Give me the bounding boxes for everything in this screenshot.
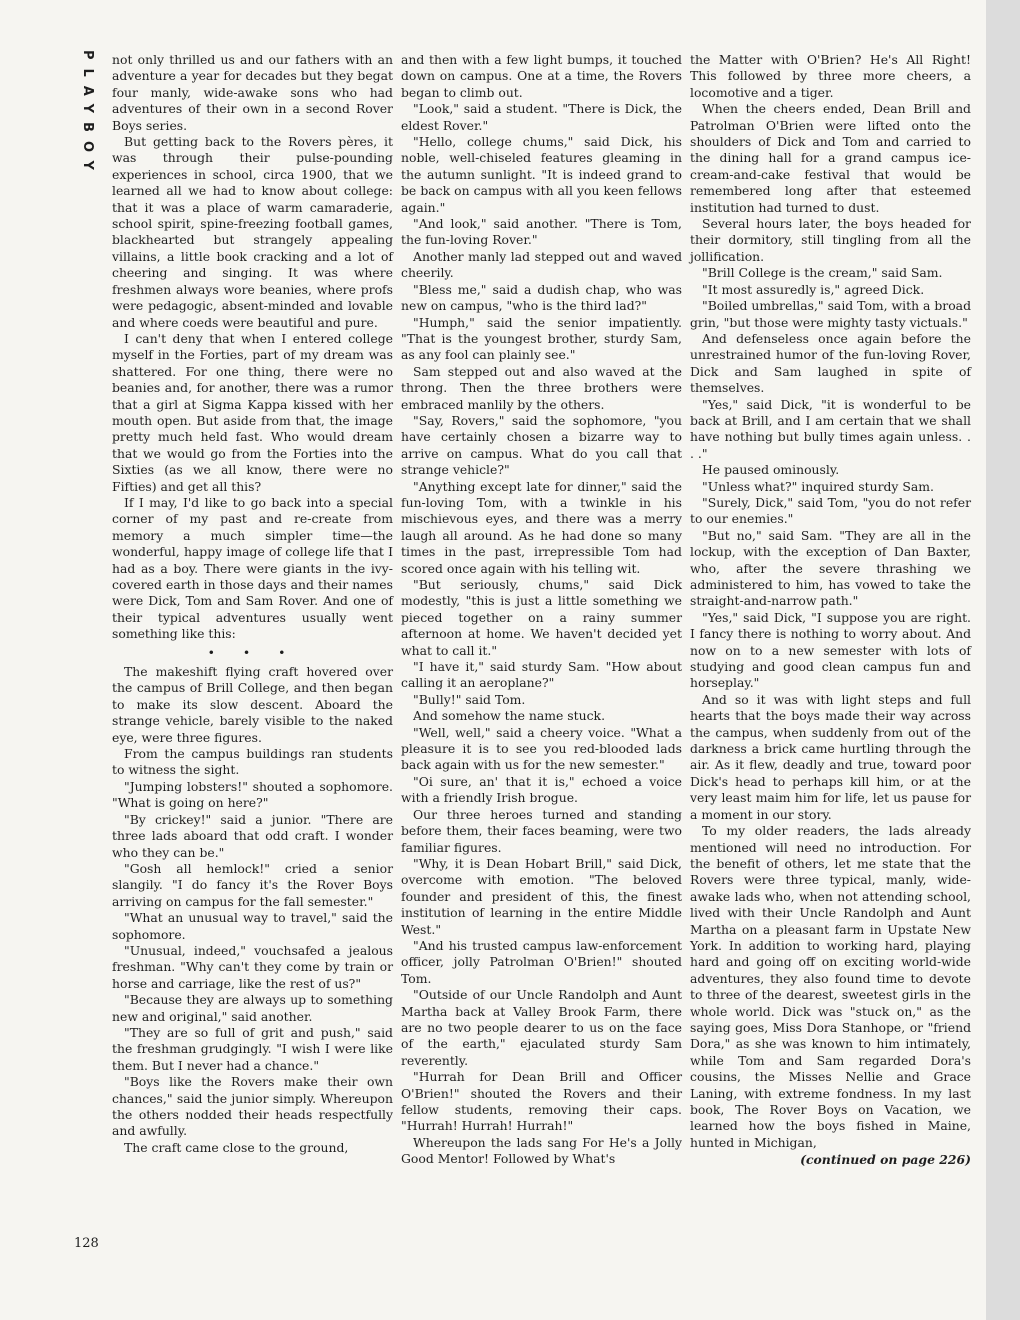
article-paragraph: "They are so full of grit and push," said the freshman grudgingly. "I wish I were like them. But I never had a chance." [112,1024,393,1073]
article-paragraph: "Bless me," said a dudish chap, who was new on campus, "who is the third lad?" [401,281,682,314]
magazine-masthead: PLAYBOY [80,50,95,179]
article-paragraph: the Matter with O'Brien? He's All Right! This followed by three more cheers, a locomotive and a tiger. [690,52,971,100]
article-paragraph: The makeshift flying craft hovered over the campus of Brill College, and then began to make its slow descent. Aboard the strange vehicle, barely visible to the naked eye, were three figures. [112,664,393,745]
text-column-2 [401,52,682,1168]
article-paragraph: "What an unusual way to travel," said the sophomore. [112,910,393,942]
article-paragraph: "And his trusted campus law-enforcement officer, jolly Patrolman O'Brien!" shouted Tom. [401,937,682,986]
article-paragraph: "By crickey!" said a junior. "There are three lads aboard that odd craft. I wonder who they can be." [112,811,393,860]
text-column-1 [112,52,393,1156]
article-paragraph: not only thrilled us and our fathers with an adventure a year for decades but they begat four manly, wide-awake sons who had adventures of their own in a second Rover Boys series. [112,52,393,133]
article-paragraph: "Well, well," said a cheery voice. "What a pleasure it is to see you red-blooded lads back again with us for the new semester." [401,724,682,773]
article-paragraph: Several hours later, the boys headed for their dormitory, still tingling from all the jollification. [690,216,971,264]
article-paragraph: "Why, it is Dean Hobart Brill," said Dick, overcome with emotion. "The beloved founder and president of this, the finest institution of learning in the entire Middle West." [401,855,682,937]
article-paragraph: "Yes," said Dick, "it is wonderful to be back at Brill, and I am certain that we shall have nothing but bully times again unless. . . ." [690,396,971,461]
article-paragraph: and then with a few light bumps, it touched down on campus. One at a time, the Rovers began to climb out. [401,52,682,100]
continuation-note: (continued on page 226) [800,1152,971,1168]
article-paragraph: "Unusual, indeed," vouchsafed a jealous freshman. "Why can't they come by train or horse and carriage, like the rest of us?" [112,942,393,991]
article-paragraph: "Outside of our Uncle Randolph and Aunt Martha back at Valley Brook Farm, there are no two people dearer to us on the face of the earth," ejaculated sturdy Sam reverently. [401,987,682,1068]
article-paragraph: And so it was with light steps and full hearts that the boys made their way across the campus, when suddenly from out of the darkness a brick came hurtling through the air. As it flew, deadly and true, toward poor Dick's head to perhaps kill him, or at the very least maim him for life, let us pause for a moment in our story. [690,691,971,822]
article-paragraph: "Boys like the Rovers make their own chances," said the junior simply. Whereupon the others nodded their heads respectfully and awfully. [112,1074,393,1139]
article-paragraph: "Look," said a student. "There is Dick, the eldest Rover." [401,101,682,133]
article-paragraph: Sam stepped out and also waved at the throng. Then the three brothers were embraced manlily by the others. [401,363,682,412]
article-paragraph: And somehow the name stuck. [413,708,606,724]
article-paragraph: "Bully!" said Tom. [413,691,526,707]
article-paragraph: I can't deny that when I entered college myself in the Forties, part of my dream was shattered. For one thing, there were no beanies and, for another, there was a rumor that a girl at Sigma Kappa kissed with her mouth open. But aside from that, the image pretty much held fast. Who would dream that we would go from the Forties into the Sixties (as we all know, there were no Fifties) and get all this? [112,330,393,494]
article-paragraph: From the campus buildings ran students to witness the sight. [112,746,393,778]
section-break: • • • [207,644,298,660]
article-paragraph: "Gosh all hemlock!" cried a senior slangily. "I do fancy it's the Rover Boys arriving on campus for the fall semester." [112,860,393,909]
article-paragraph: "Say, Rovers," said the sophomore, "you have certainly chosen a bizarre way to arrive on campus. What do you call that strange vehicle?" [401,412,682,478]
article-paragraph: "Brill College is the cream," said Sam. [702,265,943,281]
article-paragraph: Whereupon the lads sang For He's a Jolly Good Mentor! Followed by What's [401,1134,682,1167]
article-paragraph: And defenseless once again before the unrestrained humor of the fun-loving Rover, Dick and Sam laughed in spite of themselves. [690,330,971,396]
text-column-3 [690,52,971,1169]
article-paragraph: Our three heroes turned and standing before them, their faces beaming, were two familiar figures. [401,806,682,855]
scan-margin [986,0,1020,1320]
article-paragraph: "But no," said Sam. "They are all in the lockup, with the exception of Dan Baxter, who, after the severe thrashing we administered to him, has vowed to take the straight-and-narrow path." [690,527,971,609]
article-paragraph: "It most assuredly is," agreed Dick. [702,281,925,297]
article-paragraph: When the cheers ended, Dean Brill and Patrolman O'Brien were lifted onto the shoulders of Dick and Tom and carried to the dining hall for a grand campus ice-cream-and-cake festival that would be remembered long after that esteemed institution had turned to dust. [690,101,971,215]
article-paragraph: "Boiled umbrellas," said Tom, with a broad grin, "but those were mighty tasty victuals." [690,298,971,330]
article-paragraph: "Because they are always up to something new and original," said another. [112,992,393,1024]
article-paragraph: "Hello, college chums," said Dick, his noble, well-chiseled features gleaming in the autumn sunlight. "It is indeed grand to be back on campus with all you keen fellows again." [401,134,682,215]
article-paragraph: "Unless what?" inquired sturdy Sam. [702,478,934,494]
article-paragraph: "Surely, Dick," said Tom, "you do not refer to our enemies." [690,494,971,527]
article-paragraph: "Anything except late for dinner," said the fun-loving Tom, with a twinkle in his mischievous eyes, and there was a merry laugh all around. As he had done so many times in the past, irrepressible Tom had scored once again with his telling wit. [401,478,682,576]
article-paragraph: "I have it," said sturdy Sam. "How about calling it an aeroplane?" [401,659,682,691]
article-paragraph: "Humph," said the senior impatiently. "That is the youngest brother, sturdy Sam, as any fool can plainly see." [401,314,682,363]
article-paragraph: "And look," said another. "There is Tom, the fun-loving Rover." [401,216,682,248]
article-paragraph: "Jumping lobsters!" shouted a sophomore. "What is going on here?" [112,778,393,811]
article-paragraph: Another manly lad stepped out and waved cheerily. [401,248,682,281]
article-paragraph: He paused ominously. [702,462,840,478]
article-paragraph: To my older readers, the lads already mentioned will need no introduction. For the benefit of others, let me state that the Rovers were three typical, manly, wide-awake lads who, when not attending school, lived with their Uncle Randolph and Aunt Martha on a pleasant farm in Upstate New York. In addition to working hard, playing hard and going off on exciting world-wide adventures, they also found time to devote to three of the dearest, sweetest girls in the whole world. Dick was "stuck on," as the saying goes, Miss Dora Stanhope, or "friend Dora," as she was known to him intimately, while Tom and Sam regarded Dora's cousins, the Misses Nellie and Grace Laning, with extreme fondness. In my last book, The Rover Boys on Vacation, we learned how the boys fished in Maine, hunted in Michigan, [690,823,971,1150]
article-paragraph: "Yes," said Dick, "I suppose you are right. I fancy there is nothing to worry about. And now on to a new semester with lots of studying and good clean campus fun and horseplay." [690,609,971,691]
article-paragraph: The craft came close to the ground, [124,1139,349,1155]
article-paragraph: "Oi sure, an' that it is," echoed a voice with a friendly Irish brogue. [401,773,682,806]
article-paragraph: But getting back to the Rovers pères, it was through their pulse-pounding experiences in school, circa 1900, that we learned all we had to know about college: that it was a place of warm camaraderie, school spirit, spine-freezing football games, blackhearted but strangely appealing villains, a little book cracking and a lot of cheering and singing. It was where freshmen always wore beanies, where profs were pedagogic, absent-minded and lovable and where coeds were beautiful and pure. [112,134,393,330]
article-paragraph: If I may, I'd like to go back into a special corner of my past and re-create from memory a much simpler time—the wonderful, happy image of college life that I had as a boy. There were giants in the ivy-covered earth in those days and their names were Dick, Tom and Sam Rover. And one of their typical adventures usually went something like this: [112,494,393,642]
article-paragraph: "Hurrah for Dean Brill and Officer O'Brien!" shouted the Rovers and their fellow students, removing their caps. "Hurrah! Hurrah! Hurrah!" [401,1069,682,1134]
article-paragraph: "But seriously, chums," said Dick modestly, "this is just a little something we pieced together on a rainy summer afternoon at home. We haven't decided yet what to call it." [401,577,682,658]
page-number: 128 [74,1236,99,1251]
